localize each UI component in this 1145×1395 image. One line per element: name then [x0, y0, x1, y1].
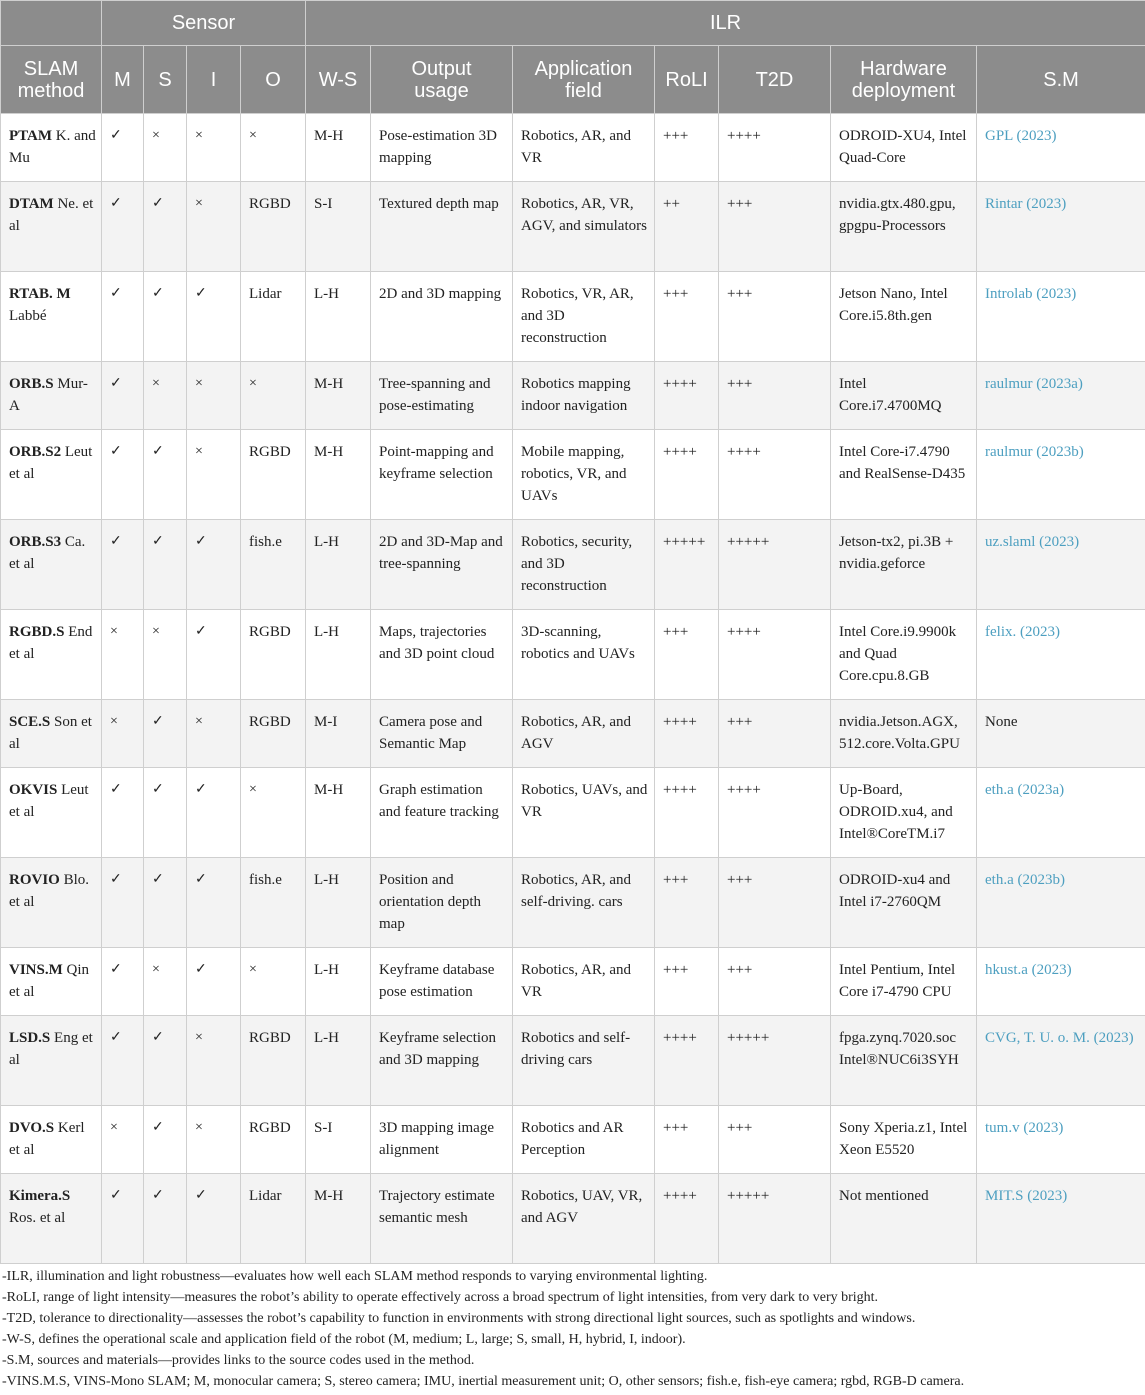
slam-method-cell — [1, 362, 102, 430]
method-authors: Leut et al — [9, 782, 89, 820]
method-authors: Ne. et al — [9, 196, 94, 234]
ws-cell: M-H — [306, 768, 371, 858]
t2d-cell: +++++ — [719, 1174, 831, 1264]
hardware-cell: Intel Core.i7.4700MQ — [831, 362, 977, 430]
slam-method-cell — [1, 114, 102, 182]
t2d-cell: +++ — [719, 362, 831, 430]
source-materials-cell[interactable]: uz.slaml (2023) — [977, 520, 1145, 610]
source-materials-cell[interactable]: MIT.S (2023) — [977, 1174, 1145, 1264]
slam-method-cell — [1, 182, 102, 272]
roli-cell: +++ — [655, 948, 719, 1016]
header-o: O — [241, 46, 306, 114]
sensor-i-cell: × — [187, 1106, 241, 1174]
header-sm: S.M — [977, 46, 1145, 114]
sensor-i-cell: × — [187, 114, 241, 182]
output-usage-cell: Textured depth map — [371, 182, 513, 272]
header-column-row — [1, 46, 1145, 114]
slam-method-cell — [1, 1106, 102, 1174]
hardware-cell: Intel Core.i9.9900k and Quad Core.cpu.8.GB — [831, 610, 977, 700]
method-name: OKVIS — [9, 782, 58, 798]
sensor-m-cell: ✓ — [102, 520, 144, 610]
application-field-cell: Robotics, AR, VR, AGV, and simulators — [513, 182, 655, 272]
header-i: I — [187, 46, 241, 114]
table-footnotes — [0, 1266, 1142, 1392]
sensor-s-cell: × — [144, 948, 187, 1016]
t2d-cell: ++++ — [719, 610, 831, 700]
roli-cell: +++ — [655, 114, 719, 182]
sensor-m-cell: ✓ — [102, 182, 144, 272]
sensor-m-cell: ✓ — [102, 768, 144, 858]
ws-cell: M-I — [306, 700, 371, 768]
source-materials-cell[interactable]: Rintar (2023) — [977, 182, 1145, 272]
method-name: Kimera.S — [9, 1188, 71, 1204]
application-field-cell: Robotics, security, and 3D reconstruction — [513, 520, 655, 610]
slam-method-cell — [1, 768, 102, 858]
application-field-cell: Robotics mapping indoor navigation — [513, 362, 655, 430]
hardware-cell: Jetson-tx2, pi.3B + nvidia.geforce — [831, 520, 977, 610]
header-output-usage: Output usage — [371, 46, 513, 114]
source-materials-cell[interactable]: raulmur (2023b) — [977, 430, 1145, 520]
sensor-s-cell: ✓ — [144, 430, 187, 520]
roli-cell: ++++ — [655, 768, 719, 858]
sensor-s-cell: × — [144, 114, 187, 182]
table-row — [1, 700, 1145, 768]
sensor-o-cell: Lidar — [241, 272, 306, 362]
sensor-i-cell: ✓ — [187, 272, 241, 362]
sensor-i-cell: × — [187, 430, 241, 520]
output-usage-cell: 3D mapping image alignment — [371, 1106, 513, 1174]
table-row — [1, 520, 1145, 610]
t2d-cell: +++ — [719, 858, 831, 948]
t2d-cell: +++ — [719, 700, 831, 768]
sensor-i-cell: ✓ — [187, 948, 241, 1016]
hardware-cell: Intel Pentium, Intel Core i7-4790 CPU — [831, 948, 977, 1016]
header-group-row — [1, 1, 1145, 46]
ws-cell: S-I — [306, 1106, 371, 1174]
output-usage-cell: Keyframe selection and 3D mapping — [371, 1016, 513, 1106]
output-usage-cell: Position and orientation depth map — [371, 858, 513, 948]
sensor-o-cell: × — [241, 948, 306, 1016]
footnote-line: -S.M, sources and materials—provides links to the source codes used in the method. — [2, 1353, 475, 1368]
method-authors: Son et al — [9, 714, 92, 752]
output-usage-cell: Camera pose and Semantic Map — [371, 700, 513, 768]
roli-cell: +++ — [655, 858, 719, 948]
header-hardware-deployment: Hardware deployment — [831, 46, 977, 114]
slam-method-cell — [1, 1174, 102, 1264]
method-name: ORB.S3 — [9, 534, 62, 550]
ws-cell: L-H — [306, 520, 371, 610]
table-row — [1, 430, 1145, 520]
footnote-line: -T2D, tolerance to directionality—assesses the robot’s capability to function in environments with strong directional light sources, such as spotlights and windows. — [2, 1311, 916, 1326]
table-row — [1, 1016, 1145, 1106]
sensor-o-cell: RGBD — [241, 182, 306, 272]
sensor-s-cell: ✓ — [144, 1106, 187, 1174]
method-authors: K. and Mu — [9, 128, 96, 166]
header-group-ilr: ILR — [306, 1, 1145, 46]
table-row — [1, 610, 1145, 700]
method-authors: Kerl et al — [9, 1120, 85, 1158]
output-usage-cell: Maps, trajectories and 3D point cloud — [371, 610, 513, 700]
sensor-m-cell: ✓ — [102, 272, 144, 362]
hardware-cell: fpga.zynq.7020.soc Intel®NUC6i3SYH — [831, 1016, 977, 1106]
roli-cell: ++++ — [655, 362, 719, 430]
footnote-line: -RoLI, range of light intensity—measures the robot’s ability to operate effectively across a broad spectrum of light intensities, from very dark to very bright. — [2, 1290, 879, 1305]
application-field-cell: Robotics, AR, and self-driving. cars — [513, 858, 655, 948]
table-body — [1, 114, 1145, 1264]
application-field-cell: Robotics and AR Perception — [513, 1106, 655, 1174]
table-row — [1, 272, 1145, 362]
hardware-cell: Jetson Nano, Intel Core.i5.8th.gen — [831, 272, 977, 362]
output-usage-cell: Point-mapping and keyframe selection — [371, 430, 513, 520]
header-blank-cell — [1, 1, 102, 46]
source-materials-cell: None — [977, 700, 1145, 768]
sensor-i-cell: ✓ — [187, 768, 241, 858]
header-s: S — [144, 46, 187, 114]
ws-cell: L-H — [306, 610, 371, 700]
ws-cell: S-I — [306, 182, 371, 272]
sensor-o-cell: RGBD — [241, 1106, 306, 1174]
header-m: M — [102, 46, 144, 114]
hardware-cell: Sony Xperia.z1, Intel Xeon E5520 — [831, 1106, 977, 1174]
roli-cell: ++ — [655, 182, 719, 272]
method-authors: Ca. et al — [9, 534, 86, 572]
t2d-cell: +++++ — [719, 520, 831, 610]
output-usage-cell: 2D and 3D mapping — [371, 272, 513, 362]
table-row — [1, 182, 1145, 272]
sensor-m-cell: × — [102, 610, 144, 700]
source-materials-cell[interactable]: raulmur (2023a) — [977, 362, 1145, 430]
slam-method-cell — [1, 1016, 102, 1106]
sensor-m-cell: ✓ — [102, 858, 144, 948]
source-materials-cell[interactable]: Introlab (2023) — [977, 272, 1145, 362]
source-materials-cell[interactable]: felix. (2023) — [977, 610, 1145, 700]
t2d-cell: +++++ — [719, 1016, 831, 1106]
output-usage-cell: Tree-spanning and pose-estimating — [371, 362, 513, 430]
sensor-i-cell: ✓ — [187, 1174, 241, 1264]
method-name: VINS.M — [9, 962, 63, 978]
sensor-s-cell: ✓ — [144, 700, 187, 768]
slam-method-cell — [1, 610, 102, 700]
header-slam-method: SLAM method — [1, 46, 102, 114]
t2d-cell: +++ — [719, 272, 831, 362]
sensor-i-cell: ✓ — [187, 610, 241, 700]
source-materials-cell[interactable]: tum.v (2023) — [977, 1106, 1145, 1174]
sensor-i-cell: × — [187, 700, 241, 768]
hardware-cell: nvidia.Jetson.AGX, 512.core.Volta.GPU — [831, 700, 977, 768]
sensor-m-cell: × — [102, 1106, 144, 1174]
sensor-s-cell: ✓ — [144, 520, 187, 610]
application-field-cell: Mobile mapping, robotics, VR, and UAVs — [513, 430, 655, 520]
sensor-o-cell: × — [241, 362, 306, 430]
application-field-cell: Robotics, AR, and VR — [513, 948, 655, 1016]
sensor-s-cell: ✓ — [144, 1016, 187, 1106]
footnote-line: -VINS.M.S, VINS-Mono SLAM; M, monocular camera; S, stereo camera; IMU, inertial measurement unit; O, other sensors; fish.e, fish-eye camera; rgbd, RGB-D camera. — [2, 1374, 965, 1389]
roli-cell: +++ — [655, 610, 719, 700]
sensor-o-cell: RGBD — [241, 610, 306, 700]
sensor-m-cell: ✓ — [102, 1016, 144, 1106]
sensor-m-cell: ✓ — [102, 948, 144, 1016]
method-name: ORB.S2 — [9, 444, 62, 460]
table-row — [1, 1106, 1145, 1174]
roli-cell: ++++ — [655, 1174, 719, 1264]
ws-cell: L-H — [306, 858, 371, 948]
method-authors: Labbé — [9, 308, 47, 324]
method-name: ROVIO — [9, 872, 60, 888]
sensor-s-cell: × — [144, 362, 187, 430]
ws-cell: M-H — [306, 430, 371, 520]
table-row — [1, 1174, 1145, 1264]
method-authors: Mur-A — [9, 376, 88, 414]
application-field-cell: Robotics, AR, and AGV — [513, 700, 655, 768]
hardware-cell: Up-Board, ODROID.xu4, and Intel®CoreTM.i7 — [831, 768, 977, 858]
method-name: DVO.S — [9, 1120, 55, 1136]
application-field-cell: Robotics and self-driving cars — [513, 1016, 655, 1106]
hardware-cell: Intel Core-i7.4790 and RealSense-D435 — [831, 430, 977, 520]
table-row — [1, 858, 1145, 948]
method-authors: Blo. et al — [9, 872, 90, 910]
t2d-cell: +++ — [719, 1106, 831, 1174]
sensor-i-cell: × — [187, 362, 241, 430]
method-name: LSD.S — [9, 1030, 51, 1046]
table-row — [1, 948, 1145, 1016]
sensor-s-cell: ✓ — [144, 768, 187, 858]
output-usage-cell: Keyframe database pose estimation — [371, 948, 513, 1016]
application-field-cell: Robotics, VR, AR, and 3D reconstruction — [513, 272, 655, 362]
source-materials-cell[interactable]: CVG, T. U. o. M. (2023) — [977, 1016, 1145, 1106]
sensor-m-cell: ✓ — [102, 362, 144, 430]
sensor-o-cell: Lidar — [241, 1174, 306, 1264]
slam-method-cell — [1, 520, 102, 610]
table-row — [1, 768, 1145, 858]
hardware-cell: ODROID-xu4 and Intel i7-2760QM — [831, 858, 977, 948]
method-authors: End et al — [9, 624, 93, 662]
source-materials-cell[interactable]: hkust.a (2023) — [977, 948, 1145, 1016]
slam-method-cell — [1, 430, 102, 520]
sensor-o-cell: fish.e — [241, 520, 306, 610]
hardware-cell: Not mentioned — [831, 1174, 977, 1264]
roli-cell: +++ — [655, 1106, 719, 1174]
application-field-cell: Robotics, UAV, VR, and AGV — [513, 1174, 655, 1264]
source-materials-cell[interactable]: GPL (2023) — [977, 114, 1145, 182]
method-authors: Leut et al — [9, 444, 93, 482]
slam-method-cell — [1, 948, 102, 1016]
table-row — [1, 114, 1145, 182]
header-t2d: T2D — [719, 46, 831, 114]
output-usage-cell: 2D and 3D-Map and tree-spanning — [371, 520, 513, 610]
source-materials-cell[interactable]: eth.a (2023b) — [977, 858, 1145, 948]
application-field-cell: 3D-scanning, robotics and UAVs — [513, 610, 655, 700]
sensor-o-cell: × — [241, 114, 306, 182]
sensor-o-cell: RGBD — [241, 430, 306, 520]
roli-cell: ++++ — [655, 700, 719, 768]
sensor-m-cell: ✓ — [102, 430, 144, 520]
application-field-cell: Robotics, AR, and VR — [513, 114, 655, 182]
method-authors: Qin et al — [9, 962, 90, 1000]
slam-method-cell — [1, 700, 102, 768]
sensor-s-cell: ✓ — [144, 858, 187, 948]
footnote-line: -ILR, illumination and light robustness—evaluates how well each SLAM method responds to varying environmental lighting. — [2, 1269, 708, 1284]
hardware-cell: nvidia.gtx.480.gpu, gpgpu-Processors — [831, 182, 977, 272]
sensor-i-cell: ✓ — [187, 520, 241, 610]
source-materials-cell[interactable]: eth.a (2023a) — [977, 768, 1145, 858]
sensor-s-cell: × — [144, 610, 187, 700]
ws-cell: L-H — [306, 272, 371, 362]
sensor-s-cell: ✓ — [144, 272, 187, 362]
sensor-o-cell: RGBD — [241, 1016, 306, 1106]
method-authors: Ros. et al — [9, 1210, 66, 1226]
roli-cell: ++++ — [655, 1016, 719, 1106]
header-roli: RoLI — [655, 46, 719, 114]
slam-method-cell — [1, 858, 102, 948]
sensor-i-cell: × — [187, 1016, 241, 1106]
roli-cell: +++ — [655, 272, 719, 362]
sensor-i-cell: ✓ — [187, 858, 241, 948]
t2d-cell: ++++ — [719, 430, 831, 520]
table-row — [1, 362, 1145, 430]
sensor-o-cell: × — [241, 768, 306, 858]
t2d-cell: +++ — [719, 948, 831, 1016]
sensor-o-cell: fish.e — [241, 858, 306, 948]
ws-cell: M-H — [306, 1174, 371, 1264]
method-name: RTAB. M — [9, 286, 71, 302]
method-name: ORB.S — [9, 376, 54, 392]
sensor-m-cell: × — [102, 700, 144, 768]
output-usage-cell: Graph estimation and feature tracking — [371, 768, 513, 858]
ws-cell: L-H — [306, 948, 371, 1016]
method-name: DTAM — [9, 196, 54, 212]
header-ws: W-S — [306, 46, 371, 114]
output-usage-cell: Trajectory estimate semantic mesh — [371, 1174, 513, 1264]
roli-cell: +++++ — [655, 520, 719, 610]
sensor-m-cell: ✓ — [102, 1174, 144, 1264]
method-name: PTAM — [9, 128, 53, 144]
ws-cell: M-H — [306, 362, 371, 430]
output-usage-cell: Pose-estimation 3D mapping — [371, 114, 513, 182]
t2d-cell: ++++ — [719, 768, 831, 858]
sensor-s-cell: ✓ — [144, 182, 187, 272]
roli-cell: ++++ — [655, 430, 719, 520]
hardware-cell: ODROID-XU4, Intel Quad-Core — [831, 114, 977, 182]
sensor-m-cell: ✓ — [102, 114, 144, 182]
ws-cell: M-H — [306, 114, 371, 182]
ws-cell: L-H — [306, 1016, 371, 1106]
sensor-i-cell: × — [187, 182, 241, 272]
application-field-cell: Robotics, UAVs, and VR — [513, 768, 655, 858]
method-name: RGBD.S — [9, 624, 65, 640]
footnote-line: -W-S, defines the operational scale and application field of the robot (M, medium; L, large; S, small, H, hybrid, I, indoor). — [2, 1332, 686, 1347]
sensor-o-cell: RGBD — [241, 700, 306, 768]
slam-method-cell — [1, 272, 102, 362]
sensor-s-cell: ✓ — [144, 1174, 187, 1264]
method-name: SCE.S — [9, 714, 51, 730]
method-authors: Eng et al — [9, 1030, 93, 1068]
header-group-sensor: Sensor — [102, 1, 306, 46]
t2d-cell: ++++ — [719, 114, 831, 182]
header-application-field: Application field — [513, 46, 655, 114]
t2d-cell: +++ — [719, 182, 831, 272]
